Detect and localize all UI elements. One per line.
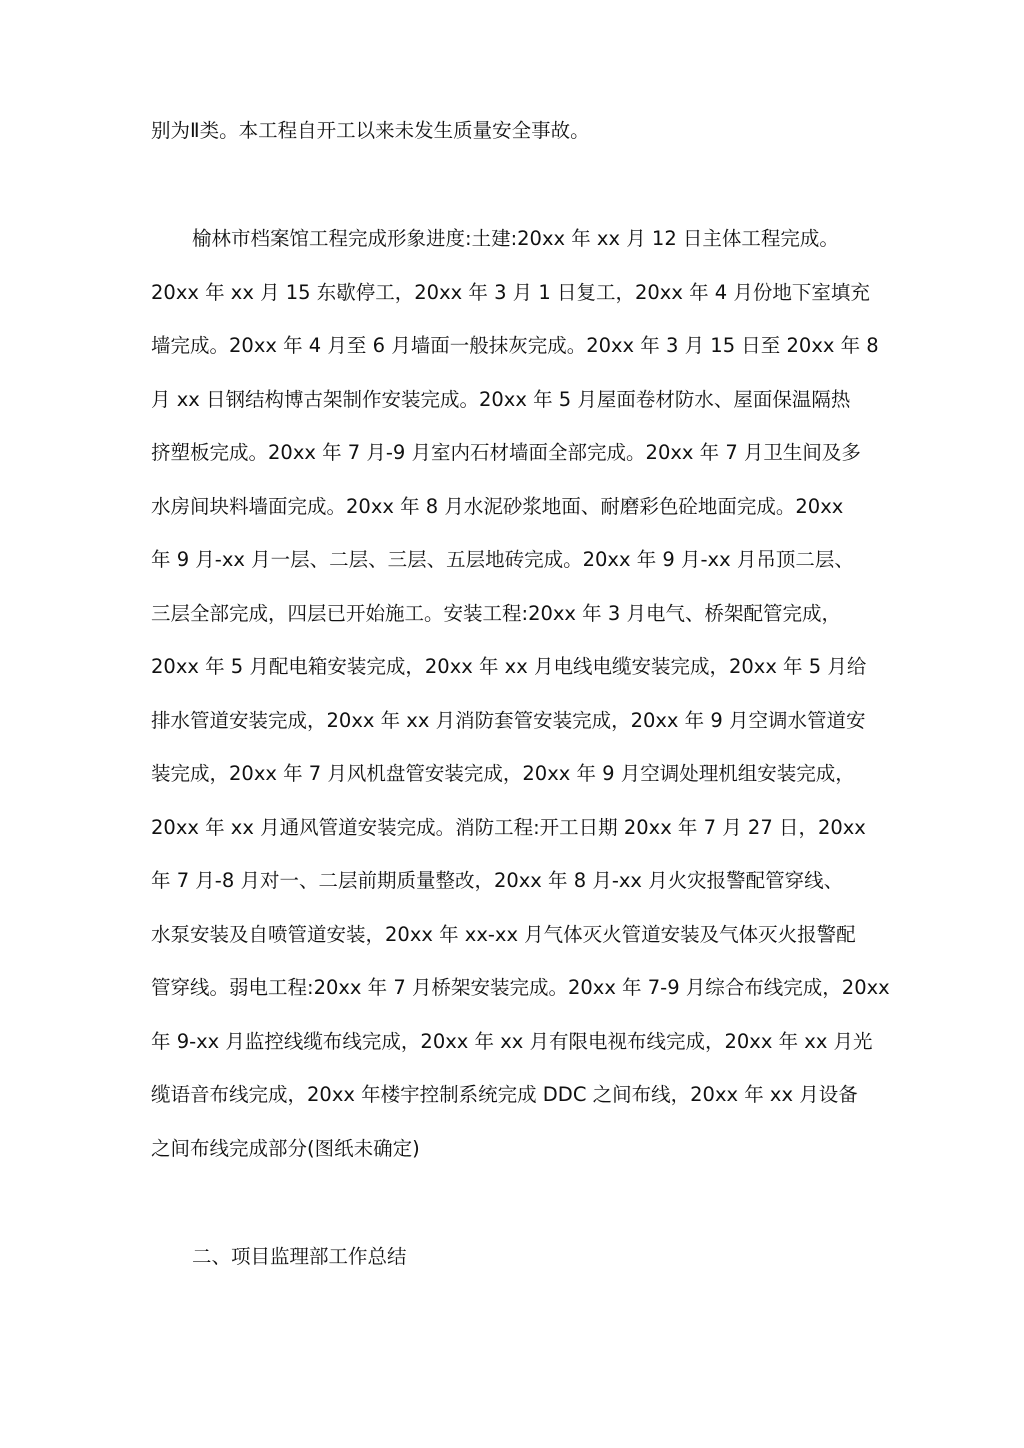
paragraph-line-1: 榆林市档案馆工程完成形象进度:土建:20xx 年 xx 月 12 日主体工程完成。	[192, 227, 839, 250]
paragraph-line-18: 之间布线完成部分(图纸未确定)	[151, 1137, 420, 1160]
paragraph-line-15: 管穿线。弱电工程:20xx 年 7 月桥架安装完成。20xx 年 7-9 月综合布线完成，20xx	[151, 976, 890, 999]
paragraph-line-10: 排水管道安装完成，20xx 年 xx 月消防套管安装完成，20xx 年 9 月空调水管道安	[151, 709, 866, 732]
paragraph-line-8: 三层全部完成，四层已开始施工。安装工程:20xx 年 3 月电气、桥架配管完成，	[151, 602, 841, 625]
paragraph-line-3: 墙完成。20xx 年 4 月至 6 月墙面一般抹灰完成。20xx 年 3 月 15 日至 20xx 年 8	[151, 334, 879, 357]
paragraph-line-17: 缆语音布线完成，20xx 年楼宇控制系统完成 DDC 之间布线，20xx 年 xx 月设备	[151, 1083, 858, 1106]
paragraph-line-5: 挤塑板完成。20xx 年 7 月-9 月室内石材墙面全部完成。20xx 年 7 月卫生间及多	[151, 441, 861, 464]
section-heading: 二、项目监理部工作总结	[192, 1245, 407, 1268]
paragraph-line-7: 年 9 月-xx 月一层、二层、三层、五层地砖完成。20xx 年 9 月-xx 月吊顶二层、	[151, 548, 854, 571]
paragraph-line-12: 20xx 年 xx 月通风管道安装完成。消防工程:开工日期 20xx 年 7 月 27 日，20xx	[151, 816, 866, 839]
paragraph-line-13: 年 7 月-8 月对一、二层前期质量整改，20xx 年 8 月-xx 月火灾报警配管穿线、	[151, 869, 844, 892]
paragraph-line-4: 月 xx 日钢结构博古架制作安装完成。20xx 年 5 月屋面卷材防水、屋面保温隔热	[151, 388, 851, 411]
paragraph-line-9: 20xx 年 5 月配电箱安装完成，20xx 年 xx 月电线电缆安装完成，20xx 年 5 月给	[151, 655, 867, 678]
paragraph-line-6: 水房间块料墙面完成。20xx 年 8 月水泥砂浆地面、耐磨彩色砼地面完成。20xx	[151, 495, 844, 518]
paragraph-line-11: 装完成，20xx 年 7 月风机盘管安装完成，20xx 年 9 月空调处理机组安装完成，	[151, 762, 855, 785]
paragraph-line-2: 20xx 年 xx 月 15 东歇停工，20xx 年 3 月 1 日复工，20xx 年 4 月份地下室填充	[151, 281, 870, 304]
intro-line: 别为Ⅱ类。本工程自开工以来未发生质量安全事故。	[151, 119, 590, 142]
paragraph-line-16: 年 9-xx 月监控线缆布线完成，20xx 年 xx 月有限电视布线完成，20xx 年 xx 月光	[151, 1030, 873, 1053]
paragraph-line-14: 水泵安装及自喷管道安装，20xx 年 xx-xx 月气体灭火管道安装及气体灭火报警配	[151, 923, 856, 946]
